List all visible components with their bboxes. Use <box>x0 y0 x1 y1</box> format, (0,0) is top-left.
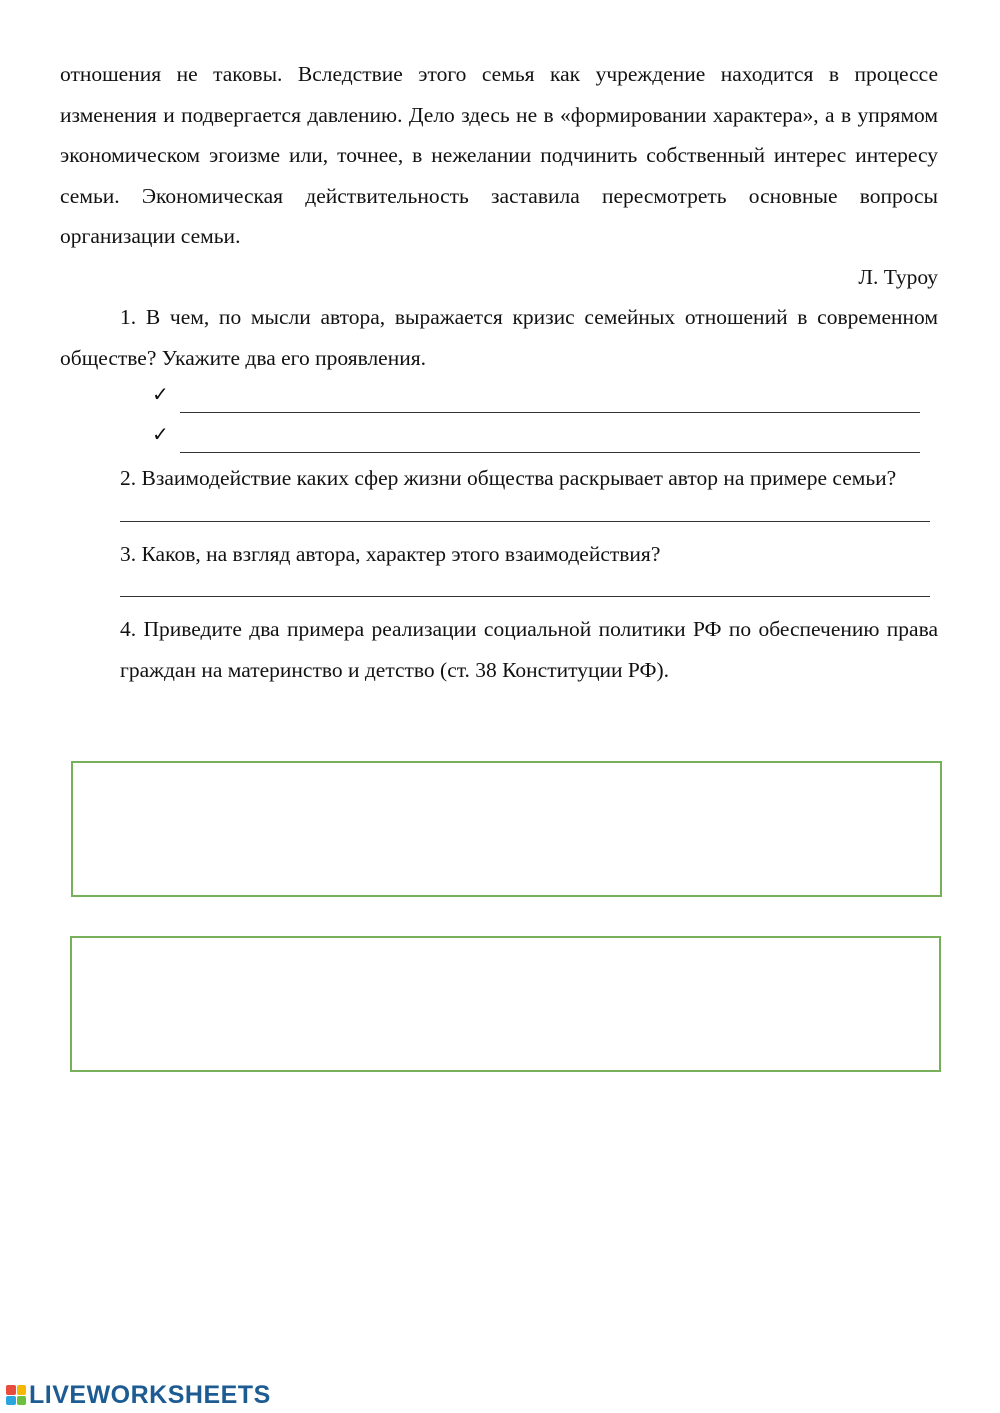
checkmark-icon: ✓ <box>152 382 169 406</box>
logo-text: LIVEWORKSHEETS <box>29 1380 271 1409</box>
checkmark-icon: ✓ <box>152 422 169 446</box>
answer-input-3[interactable] <box>120 574 930 597</box>
passage-author: Л. Туроу <box>858 264 938 289</box>
passage-text: отношения не таковы. Вследствие этого семья как учреждение находится в процессе изменения и подвергается давлению. Дело здесь не в «формировании характера», а в упрямом экономическом эгоизме или, точнее, в нежелании подчинить собственный интерес интересу семьи. Экономическая действительность заставила пересмотреть основные вопросы организации семьи. <box>60 62 938 248</box>
answer-line-1b <box>152 418 938 458</box>
question-2: 2. Взаимодействие каких сфер жизни общества раскрывает автор на примере семьи? <box>120 466 897 490</box>
answer-input-1a[interactable] <box>180 386 920 413</box>
answer-line-1a <box>152 378 938 418</box>
liveworksheets-logo-icon <box>6 1385 26 1405</box>
answer-input-2[interactable] <box>120 499 930 522</box>
question-1: 1. В чем, по мысли автора, выражается кризис семейных отношений в современном обществе? Укажите два его проявления. <box>60 305 938 370</box>
question-4: 4. Приведите два примера реализации социальной политики РФ по обеспечению права граждан на материнство и детство (ст. 38 Конституции РФ). <box>120 617 938 682</box>
answer-box-4a[interactable] <box>71 761 942 897</box>
worksheet-page <box>60 54 938 690</box>
question-3: 3. Каков, на взгляд автора, характер этого взаимодействия? <box>120 541 661 566</box>
liveworksheets-logo <box>6 1381 271 1409</box>
answer-box-4b[interactable] <box>70 936 941 1072</box>
answer-input-1b[interactable] <box>180 426 920 453</box>
